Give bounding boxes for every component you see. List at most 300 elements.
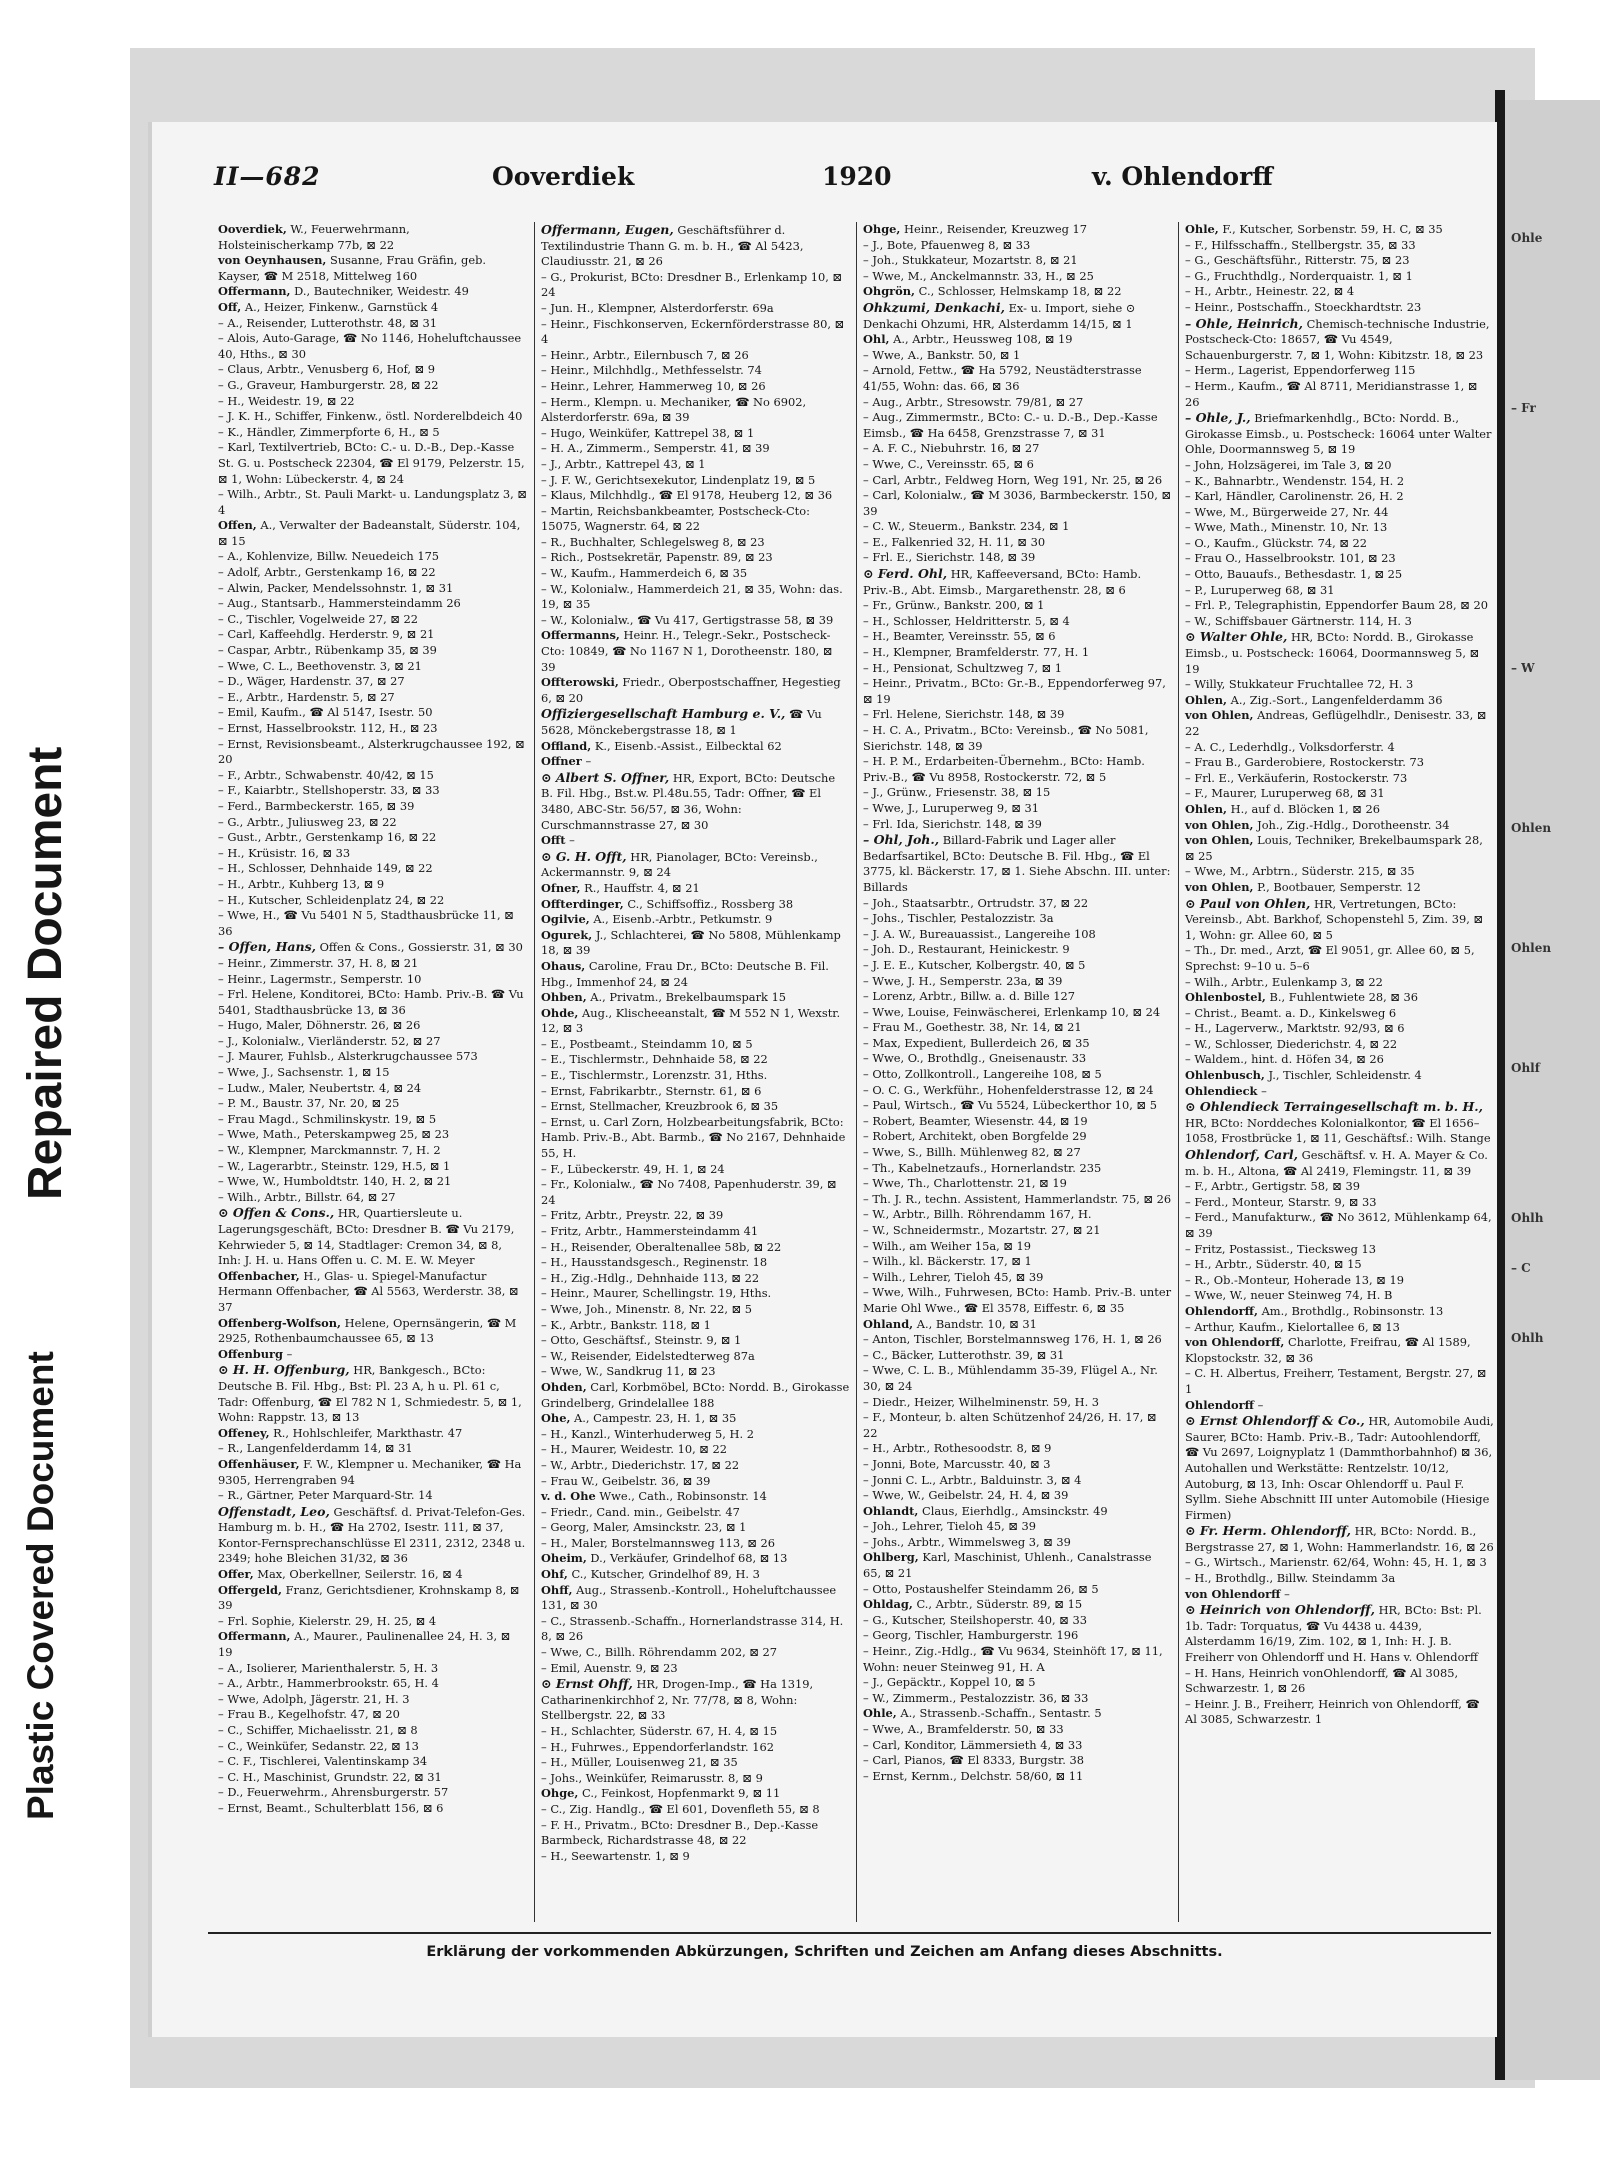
entry-details: – H. Hans, Heinrich vonOhlendorff, ☎ Al 3085, Schwarzestr. 1, ⊠ 26 [1185, 1665, 1459, 1696]
entry-details: A., Arbtr., Heussweg 108, ⊠ 19 [893, 332, 1073, 347]
directory-entry [541, 628, 850, 675]
entry-details: – J. E. E., Kutscher, Kolbergstr. 40, ⊠ 5 [863, 957, 1086, 972]
directory-entry [218, 222, 528, 253]
directory-entry [1185, 1304, 1494, 1320]
entry-surname: Ohde, [541, 1005, 579, 1020]
directory-entry [1185, 284, 1494, 300]
entry-firm-name: ⊙ Heinrich von Ohlendorff, [1185, 1602, 1375, 1618]
directory-entry [863, 1363, 1172, 1394]
directory-entry [541, 1755, 850, 1771]
directory-entry [541, 1786, 850, 1802]
entry-details: – Willy, Stukkateur Fruchtallee 72, H. 3 [1185, 677, 1414, 692]
directory-entry [218, 1426, 528, 1442]
entry-details: – Anton, Tischler, Borstelmannsweg 176, H. 1, ⊠ 26 [863, 1332, 1162, 1347]
directory-entry [541, 754, 850, 770]
entry-surname: von Ohlen, [1185, 817, 1254, 832]
directory-column-4 [1178, 222, 1500, 1922]
directory-entry [863, 238, 1172, 254]
entry-details: – Arthur, Kaufm., Kielortallee 6, ⊠ 13 [1185, 1319, 1400, 1334]
entry-details: – J., Kolonialw., Vierländerstr. 52, ⊠ 27 [218, 1033, 441, 1048]
entry-details: – A., Isolierer, Marienthalerstr. 5, H. 3 [218, 1660, 439, 1675]
directory-year: 1920 [822, 162, 892, 191]
directory-entry [1185, 1210, 1494, 1241]
entry-details: – Fritz, Arbtr., Hammersteindamm 41 [541, 1224, 759, 1238]
directory-entry [1185, 238, 1494, 254]
directory-entry [541, 1162, 850, 1178]
entry-details: – C., Zig. Handlg., ☎ El 601, Dovenfleth 55, ⊠ 8 [541, 1801, 820, 1816]
directory-entry [863, 519, 1172, 535]
entry-surname: Offenburg [218, 1346, 284, 1361]
entry-surname: Offterowski, [541, 675, 619, 690]
entry-details: Geschäftsführer d. Textilindustrie Thann G. m. b. H., ☎ Al 5423, Claudiusstr. 21, ⊠ 26 [541, 223, 804, 269]
entry-details: – Frau Magd., Schmilinskystr. 19, ⊠ 5 [218, 1111, 437, 1126]
entry-details: – Aug., Zimmermstr., BCto: C.- u. D.-B., Dep.-Kasse Eimsb., ☎ Ha 6458, Grenzstrasse 7, ⊠ 31 [863, 410, 1158, 440]
entry-details: – F., Kaiarbtr., Stellshoperstr. 33, ⊠ 33 [218, 783, 440, 798]
directory-entry [541, 928, 850, 959]
directory-entry [863, 1691, 1172, 1707]
entry-details: – Ferd., Monteur, Starstr. 9, ⊠ 33 [1185, 1194, 1377, 1209]
directory-entry [218, 1174, 528, 1190]
entry-details: – Heinr., Fischkonserven, Eckernförderstrasse 80, ⊠ 4 [541, 316, 845, 347]
entry-surname: v. d. Ohe [541, 1489, 596, 1504]
directory-entry [1185, 1697, 1494, 1728]
directory-entry [863, 1207, 1172, 1223]
entry-details: – F. H., Privatm., BCto: Dresdner B., Dep.-Kasse Barmbeck, Richardstrasse 48, ⊠ 22 [541, 1817, 819, 1848]
entry-details: – W., Schlosser, Diederichstr. 4, ⊠ 22 [1185, 1036, 1398, 1051]
directory-entry [541, 849, 850, 881]
directory-entry [541, 1458, 850, 1474]
directory-column-2 [534, 222, 856, 1922]
directory-entry [541, 1333, 850, 1349]
entry-details: C., Kutscher, Grindelhof 89, H. 3 [571, 1567, 760, 1582]
entry-details: – Alois, Auto-Garage, ☎ No 1146, Hoheluftchaussee 40, Hths., ⊠ 30 [218, 331, 522, 361]
directory-entry [541, 379, 850, 395]
entry-details: – Wwe, Adolph, Jägerstr. 21, H. 3 [218, 1691, 410, 1706]
directory-entry [541, 1724, 850, 1740]
entry-details: K., Eisenb.-Assist., Eilbecktal 62 [594, 738, 782, 753]
entry-details: – Th., Dr. med., Arzt, ☎ El 9051, gr. Allee 60, ⊠ 5, Sprechst: 9–10 u. 5–6 [1185, 943, 1475, 973]
directory-entry [218, 394, 528, 410]
directory-entry [541, 1474, 850, 1490]
entry-details: C., Schlosser, Helmskamp 18, ⊠ 22 [918, 284, 1122, 299]
entry-details: – Herm., Lagerist, Eppendorferweg 115 [1185, 363, 1416, 378]
directory-entry [218, 830, 528, 846]
entry-details: – Carl, Konditor, Lämmersieth 4, ⊠ 33 [863, 1737, 1083, 1752]
directory-entry [218, 1707, 528, 1723]
directory-entry [1185, 567, 1494, 583]
directory-entry [863, 661, 1172, 677]
directory-entry [1185, 990, 1494, 1006]
entry-surname: Offt [541, 833, 566, 848]
entry-surname: Offland, [541, 738, 592, 753]
entry-details: Heinr., Reisender, Kreuzweg 17 [904, 222, 1088, 236]
entry-details: – Fr., Grünw., Bankstr. 200, ⊠ 1 [863, 598, 1045, 613]
directory-entry [541, 1177, 850, 1208]
directory-entry [1185, 1523, 1494, 1555]
entry-firm-name: Offermann, Eugen, [541, 222, 674, 237]
entry-surname: Offterdinger, [541, 896, 624, 911]
entry-details: – P. M., Baustr. 37, Nr. 20, ⊠ 25 [218, 1096, 400, 1111]
entry-details: – Herm., Kaufm., ☎ Al 8711, Meridianstrasse 1, ⊠ 26 [1185, 378, 1478, 409]
entry-details: – O. C. G., Werkführ., Hohenfelderstrasse 12, ⊠ 24 [863, 1082, 1154, 1097]
entry-details: Max, Oberkellner, Seilerstr. 16, ⊠ 4 [257, 1567, 463, 1582]
entry-details: – Georg, Tischler, Hamburgerstr. 196 [863, 1628, 1079, 1643]
entry-details: A., Strassenb.-Schaffn., Sentastr. 5 [900, 1706, 1102, 1721]
directory-entry [218, 409, 528, 425]
directory-entry [541, 881, 850, 897]
directory-entry [541, 1037, 850, 1053]
entry-surname: Ohaus, [541, 958, 586, 973]
directory-entry [541, 1536, 850, 1552]
directory-entry [541, 1505, 850, 1521]
directory-entry [541, 1349, 850, 1365]
entry-details: – E., Postbeamt., Steindamm 10, ⊠ 5 [541, 1036, 753, 1051]
directory-entry [863, 989, 1172, 1005]
directory-entry [218, 1801, 528, 1817]
entry-details: HR, Vertretungen, BCto: Vereinsb., Abt. Barkhof, Schopenstehl 5, Zim. 39, ⊠ 1, Wohn: gr. Allee 60, ⊠ 5 [1185, 896, 1484, 942]
entry-details: – Caspar, Arbtr., Rübenkamp 35, ⊠ 39 [218, 643, 437, 658]
entry-surname: Ohlberg, [863, 1550, 919, 1565]
entry-surname: Offen, [218, 518, 257, 533]
entry-details: – E., Falkenried 32, H. 11, ⊠ 30 [863, 534, 1046, 549]
directory-entry [863, 550, 1172, 566]
entry-surname: von Ohlendorff [1185, 1586, 1281, 1601]
entry-details: HR, BCto: Nordd. B., Bergstrasse 27, ⊠ 1, Wohn: Hammerlandstr. 16, ⊠ 26 [1185, 1524, 1494, 1554]
directory-entry [218, 300, 528, 316]
directory-entry [541, 739, 850, 755]
directory-entry [218, 1583, 528, 1614]
directory-entry [863, 1051, 1172, 1067]
directory-entry [863, 1738, 1172, 1754]
directory-entry [218, 721, 528, 737]
directory-entry [218, 487, 528, 518]
directory-entry [218, 1065, 528, 1081]
entry-details: – H., Weidestr. 19, ⊠ 22 [218, 393, 355, 408]
directory-entry [863, 1161, 1172, 1177]
entry-details: – Karl, Händler, Carolinenstr. 26, H. 2 [1185, 489, 1404, 504]
directory-entry [541, 1208, 850, 1224]
entry-details: – Waldem., hint. d. Höfen 34, ⊠ 26 [1185, 1052, 1384, 1067]
directory-entry [863, 1488, 1172, 1504]
entry-surname: Ohland, [863, 1316, 914, 1331]
entry-details: – Frl. E., Verkäuferin, Rostockerstr. 73 [1185, 770, 1408, 785]
directory-entry [541, 363, 850, 379]
entry-details: Friedr., Oberpostschaffner, Hegestieg 6, ⊠ 20 [541, 675, 841, 705]
entry-details: A., Heizer, Finkenw., Garnstück 4 [244, 299, 439, 314]
directory-entry [1185, 316, 1494, 364]
entry-details: R., Hauffstr. 4, ⊠ 21 [584, 880, 700, 895]
directory-entry [218, 284, 528, 300]
entry-details: HR, BCto: Norddeches Kolonialkontor, ☎ El 1656–1058, Frostbrücke 1, ⊠ 11, Geschäftsf.: Wilh. Stange [1185, 1115, 1491, 1146]
entry-details: Claus, Eierhdlg., Amsinckstr. 49 [922, 1503, 1108, 1518]
entry-surname: Offermann, [218, 1629, 291, 1644]
entry-surname: von Oeynhausen, [218, 253, 327, 268]
entry-details: – F., Arbtr., Gertigstr. 58, ⊠ 39 [1185, 1179, 1360, 1194]
entry-details: – W., Kolonialw., ☎ Vu 417, Gertigstrasse 58, ⊠ 39 [541, 612, 834, 627]
facing-page-fragment: – C [1511, 1261, 1531, 1275]
entry-details: D., Verkäufer, Grindelhof 68, ⊠ 13 [590, 1551, 788, 1566]
entry-details: – A., Kohlenvize, Billw. Neuedeich 175 [218, 549, 440, 564]
entry-surname: Ohge, [541, 1786, 579, 1801]
directory-entry [863, 1582, 1172, 1598]
entry-details: – W., Arbtr., Diederichstr. 17, ⊠ 22 [541, 1457, 740, 1472]
directory-entry [863, 1769, 1172, 1785]
directory-entry [1185, 1288, 1494, 1304]
directory-entry [1185, 1273, 1494, 1289]
entry-details: – Johs., Weinküfer, Reimarusstr. 8, ⊠ 9 [541, 1770, 763, 1785]
directory-entry [1185, 880, 1494, 896]
entry-details: – H., Krüsistr. 16, ⊠ 33 [218, 845, 351, 860]
entry-details: – C., Bäcker, Lutterothstr. 39, ⊠ 31 [863, 1347, 1065, 1362]
directory-entry [1185, 1179, 1494, 1195]
entry-details: Helene, Opernsängerin, ☎ M 2925, Rothenbaumchaussee 65, ⊠ 13 [218, 1315, 517, 1346]
directory-entry [863, 269, 1172, 285]
entry-details: – Heinr., Zig.-Hdlg., ☎ Vu 9634, Steinhöft 17, ⊠ 11, Wohn: neuer Steinweg 91, H. A [863, 1644, 1163, 1674]
directory-entry [541, 706, 850, 738]
entry-details: – F., Monteur, b. alten Schützenhof 24/26, H. 17, ⊠ 22 [863, 1410, 1157, 1440]
directory-entry [541, 1084, 850, 1100]
entry-details: – Heinr., Privatm., BCto: Gr.-B., Eppendorferweg 97, ⊠ 19 [863, 676, 1166, 706]
facing-page-fragment: Ohlen [1511, 941, 1552, 955]
directory-entry [1185, 1037, 1494, 1053]
entry-details: – E., Arbtr., Hardenstr. 5, ⊠ 27 [218, 689, 395, 704]
entry-details: – Wwe, C. L., Beethovenstr. 3, ⊠ 21 [218, 658, 422, 673]
directory-entry [863, 222, 1172, 238]
directory-entry [541, 1115, 850, 1162]
directory-entry [863, 598, 1172, 614]
entry-firm-name: Offiziergesellschaft Hamburg e. V., [541, 706, 786, 722]
directory-entry [1185, 1555, 1494, 1571]
entry-details: – Th., Kabelnetzaufs., Hornerlandstr. 235 [863, 1160, 1102, 1175]
entry-details: – Christ., Beamt. a. D., Kinkelsweg 6 [1185, 1005, 1397, 1020]
directory-entry [863, 1083, 1172, 1099]
directory-entry [218, 362, 528, 378]
directory-entry [863, 1176, 1172, 1192]
directory-entry [1185, 536, 1494, 552]
entry-details: – Wwe, Th., Charlottenstr. 21, ⊠ 19 [863, 1176, 1067, 1191]
entry-details: – Gust., Arbtr., Gerstenkamp 16, ⊠ 22 [218, 830, 437, 845]
entry-details: – Wwe, C. L. B., Mühlendamm 35-39, Flügel A., Nr. 30, ⊠ 24 [863, 1363, 1158, 1393]
directory-entry [218, 612, 528, 628]
entry-details: – Rich., Postsekretär, Papenstr. 89, ⊠ 23 [541, 550, 773, 565]
entry-details: – Frl. P., Telegraphistin, Eppendorfer Baum 28, ⊠ 20 [1185, 598, 1488, 613]
entry-details: – F., Lübeckerstr. 49, H. 1, ⊠ 24 [541, 1161, 725, 1176]
directory-entry [863, 974, 1172, 990]
directory-entry [218, 1316, 528, 1347]
entry-details: – Heinr., Lagermstr., Semperstr. 10 [218, 971, 422, 986]
entry-details: – Wwe, M., Arbtrn., Süderstr. 215, ⊠ 35 [1185, 864, 1415, 879]
entry-firm-name: ⊙ Ernst Ohlendorff & Co., [1185, 1413, 1365, 1429]
entry-details: D., Bautechniker, Weidestr. 49 [294, 284, 469, 299]
entry-details: – Johs., Tischler, Pestalozzistr. 3a [863, 911, 1054, 926]
entry-firm-name: ⊙ Albert S. Offner, [541, 769, 670, 785]
directory-entry [541, 1255, 850, 1271]
directory-entry [1185, 520, 1494, 536]
entry-details: – G., Arbtr., Juliusweg 23, ⊠ 22 [218, 814, 397, 829]
directory-entry [863, 348, 1172, 364]
directory-entry [863, 566, 1172, 598]
directory-entry [863, 1597, 1172, 1613]
entry-details: – W., Schiffsbauer Gärtnerstr. 114, H. 3 [1185, 613, 1412, 628]
entry-details: – H., Beamter, Vereinsstr. 55, ⊠ 6 [863, 629, 1056, 644]
directory-entry [1185, 786, 1494, 802]
entry-details: – E., Tischlermstr., Dehnhaide 58, ⊠ 22 [541, 1052, 768, 1067]
entry-details: – Wwe, J., Luruperweg 9, ⊠ 31 [863, 800, 1040, 815]
entry-details: – G., Geschäftsführ., Ritterstr. 75, ⊠ 23 [1185, 253, 1410, 268]
entry-details: – C. F., Tischlerei, Valentinskamp 34 [218, 1754, 428, 1769]
entry-details: HR, Bankgesch., BCto: Deutsche B. Fil. Hbg., Bst: Pl. 23 A, h u. Pl. 61 c, Tadr: Offenburg, ☎ El 782 N 1, Schmiedestr. 5, ⊠ 1, Wohn: Rappstr. 13, ⊠ 13 [218, 1363, 522, 1425]
directory-entry [541, 1489, 850, 1505]
directory-entry [218, 1143, 528, 1159]
directory-entry [541, 1099, 850, 1115]
directory-entry [218, 1676, 528, 1692]
directory-entry [541, 1427, 850, 1443]
directory-entry [541, 1802, 850, 1818]
entry-details: – Wwe, J. H., Semperstr. 23a, ⊠ 39 [863, 973, 1063, 988]
directory-entry [218, 659, 528, 675]
directory-entry [541, 582, 850, 613]
entry-details: – J., Bote, Pfauenweg 8, ⊠ 33 [863, 237, 1031, 252]
directory-entry [863, 410, 1172, 441]
directory-entry [218, 846, 528, 862]
entry-surname: Ohgrön, [863, 284, 916, 299]
entry-surname: von Ohlen, [1185, 879, 1254, 894]
entry-details: – Klaus, Milchhdlg., ☎ El 9178, Heuberg 12, ⊠ 36 [541, 488, 833, 503]
directory-entry [541, 504, 850, 535]
repaired-document-label: Repaired Document [19, 746, 72, 1200]
entry-surname: Offermann, [218, 284, 291, 299]
entry-details: – Frau O., Hasselbrookstr. 101, ⊠ 23 [1185, 551, 1396, 566]
directory-entry [863, 457, 1172, 473]
directory-entry [863, 1098, 1172, 1114]
directory-entry [218, 737, 528, 768]
entry-details: – [569, 833, 575, 848]
entry-details: H., auf d. Blöcken 1, ⊠ 26 [1230, 801, 1380, 816]
directory-entry [863, 395, 1172, 411]
entry-details: – H. C. A., Privatm., BCto: Vereinsb., ☎ No 5081, Sierichstr. 148, ⊠ 39 [863, 723, 1149, 753]
directory-entry [863, 441, 1172, 457]
directory-entry [1185, 1571, 1494, 1587]
directory-entry [863, 1473, 1172, 1489]
directory-entry [541, 1583, 850, 1614]
entry-details: – Alwin, Packer, Mendelssohnstr. 1, ⊠ 31 [218, 580, 454, 595]
entry-details: – Wilh., Arbtr., St. Pauli Markt- u. Landungsplatz 3, ⊠ 4 [218, 487, 527, 517]
directory-entry [863, 1613, 1172, 1629]
entry-details: – Ernst, Stellmacher, Kreuzbrook 6, ⊠ 35 [541, 1099, 779, 1114]
directory-entry [541, 1302, 850, 1318]
directory-entry [218, 1488, 528, 1504]
entry-details: – Wilh., Arbtr., Billstr. 64, ⊠ 27 [218, 1189, 396, 1204]
directory-entry [863, 676, 1172, 707]
directory-entry [1185, 975, 1494, 991]
directory-entry [863, 1067, 1172, 1083]
directory-entry [863, 1722, 1172, 1738]
directory-entry [1185, 474, 1494, 490]
directory-entry [541, 1052, 850, 1068]
directory-entry [541, 1271, 850, 1287]
entry-details: – R., Gärtner, Peter Marquard-Str. 14 [218, 1488, 433, 1503]
directory-entry [541, 535, 850, 551]
directory-entry [1185, 253, 1494, 269]
directory-entry [863, 1270, 1172, 1286]
entry-details: – Georg, Maler, Amsinckstr. 23, ⊠ 1 [541, 1520, 747, 1535]
directory-entry [541, 1380, 850, 1411]
entry-details: – H., Arbtr., Heinestr. 22, ⊠ 4 [1185, 284, 1355, 299]
directory-entry [218, 1269, 528, 1316]
directory-entry [218, 565, 528, 581]
entry-surname: Ohlen, [1185, 692, 1228, 707]
directory-entry [863, 1036, 1172, 1052]
directory-entry [863, 1145, 1172, 1161]
entry-details: – Max, Expedient, Bullerdeich 26, ⊠ 35 [863, 1035, 1090, 1050]
entry-details: – Wwe, A., Bramfelderstr. 50, ⊠ 33 [863, 1722, 1064, 1736]
entry-details: – Heinr., Zimmerstr. 37, H. 8, ⊠ 21 [218, 955, 419, 970]
entry-surname: von Ohlen, [1185, 708, 1254, 723]
entry-details: – Joh., Lehrer, Tieloh 45, ⊠ 39 [863, 1519, 1037, 1534]
entry-firm-name: ⊙ H. H. Offenburg, [218, 1362, 350, 1378]
directory-entry [541, 566, 850, 582]
entry-surname: Ogurek, [541, 927, 593, 942]
directory-entry [1185, 677, 1494, 693]
directory-entry [1185, 551, 1494, 567]
directory-entry [1185, 1413, 1494, 1523]
entry-details: – R., Buchhalter, Schlegelsweg 8, ⊠ 23 [541, 534, 765, 549]
entry-details: A., Privatm., Brekelbaumspark 15 [590, 990, 787, 1005]
directory-entry [1185, 740, 1494, 756]
entry-firm-name: ⊙ Ernst Ohff, [541, 1676, 633, 1692]
entry-details: – H., Reisender, Oberaltenallee 58b, ⊠ 22 [541, 1239, 782, 1254]
entry-details: – Frl. Sophie, Kielerstr. 29, H. 25, ⊠ 4 [218, 1613, 437, 1628]
directory-entry [218, 331, 528, 362]
entry-firm-name: ⊙ G. H. Offt, [541, 848, 627, 864]
entry-details: – H. A., Zimmerm., Semperstr. 41, ⊠ 39 [541, 441, 770, 456]
annotation-labels [0, 640, 120, 1840]
entry-details: – H., Arbtr., Rothesoodstr. 8, ⊠ 9 [863, 1441, 1052, 1456]
directory-entry [218, 1770, 528, 1786]
directory-entry [541, 959, 850, 990]
directory-entry [541, 441, 850, 457]
directory-entry [863, 1332, 1172, 1348]
entry-details: – Diedr., Heizer, Wilhelminenstr. 59, H. 3 [863, 1394, 1100, 1409]
entry-details: – H., Schlachter, Süderstr. 67, H. 4, ⊠ 15 [541, 1724, 778, 1738]
entry-details: HR, BCto: Bst: Pl. 1b. Tadr: Torquatus, ☎ Vu 4438 u. 4439, Alsterdamm 16/19, Zim. 102, ⊠ 1, Inh: H. J. B. Freiherr von Ohlendorff und H. Hans v. Ohlendorff [1185, 1603, 1482, 1665]
page-header [152, 162, 1497, 202]
entry-firm-name: – Offen, Hans, [218, 939, 316, 955]
directory-entry [541, 1661, 850, 1677]
directory-entry [863, 1129, 1172, 1145]
entry-details: – J., Grünw., Friesenstr. 38, ⊠ 15 [863, 785, 1051, 800]
directory-column-3 [856, 222, 1178, 1922]
directory-entry [218, 783, 528, 799]
entry-surname: Ohlen, [1185, 801, 1228, 816]
directory-entry [218, 1096, 528, 1112]
entry-firm-name: Ohlendorf, Carl, [1185, 1147, 1298, 1163]
directory-entry [863, 801, 1172, 817]
directory-entry [218, 1754, 528, 1770]
entry-firm-name: ⊙ Walter Ohle, [1185, 629, 1288, 645]
entry-details: – F., Maurer, Luruperweg 68, ⊠ 31 [1185, 786, 1385, 801]
directory-entry [218, 1159, 528, 1175]
entry-details: – Herm., Klempn. u. Mechaniker, ☎ No 6902, Alsterdorferstr. 69a, ⊠ 39 [541, 394, 807, 425]
entry-details: – Wilh., Arbtr., Eulenkamp 3, ⊠ 22 [1185, 974, 1383, 989]
entry-surname: Ohle, [863, 1706, 897, 1721]
entry-details: HR, Drogen-Imp., ☎ Ha 1319, Catharinenkirchhof 2, Nr. 77/78, ⊠ 8, Wohn: Stellbergstr. 22, ⊠ 33 [541, 1677, 814, 1723]
entry-details: – Fritz, Arbtr., Preystr. 22, ⊠ 39 [541, 1208, 724, 1223]
entry-details: – Heinr. J. B., Freiherr, Heinrich von Ohlendorff, ☎ Al 3085, Schwarzestr. 1 [1185, 1696, 1480, 1727]
directory-entry [541, 1551, 850, 1567]
directory-entry [1185, 755, 1494, 771]
directory-entry [218, 1723, 528, 1739]
